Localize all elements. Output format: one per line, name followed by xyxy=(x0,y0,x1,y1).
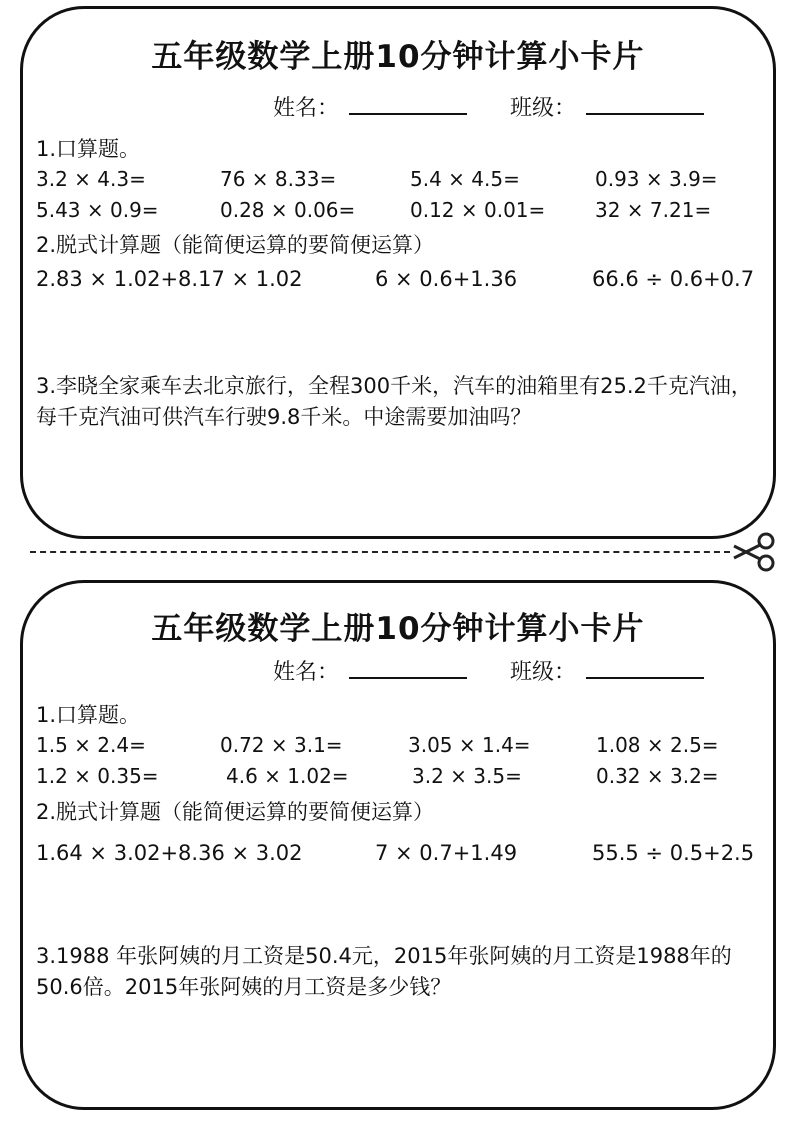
mental-item: 3.05 × 1.4= xyxy=(408,733,531,757)
scissors-icon xyxy=(732,531,778,573)
class-blank[interactable] xyxy=(586,93,704,115)
section-mental-title: 1.口算题。 xyxy=(36,703,141,727)
expression-item: 2.83 × 1.02+8.17 × 1.02 xyxy=(36,267,303,291)
name-label: 姓名： xyxy=(273,660,340,685)
mental-item: 0.28 × 0.06= xyxy=(220,198,356,222)
mental-item: 1.2 × 0.35= xyxy=(36,764,159,788)
word-problem: 3.1988 年张阿姨的月工资是50.4元，2015年张阿姨的月工资是1988年的50.6倍。2015年张阿姨的月工资是多少钱？ xyxy=(36,944,732,999)
mental-item: 3.2 × 4.3= xyxy=(36,167,146,191)
card-title: 五年级数学上册10分钟计算小卡片 xyxy=(151,39,645,75)
class-blank[interactable] xyxy=(586,657,704,679)
calculation-card-1 xyxy=(20,6,776,539)
expression-item: 6 × 0.6+1.36 xyxy=(375,267,518,291)
expression-item: 1.64 × 3.02+8.36 × 3.02 xyxy=(36,841,303,865)
name-blank[interactable] xyxy=(349,93,467,115)
section-stepwise-title: 2.脱式计算题（能简便运算的要简便运算） xyxy=(36,800,435,824)
class-field xyxy=(510,655,704,686)
expression-item: 7 × 0.7+1.49 xyxy=(375,841,518,865)
mental-item: 4.6 × 1.02= xyxy=(226,764,349,788)
word-problem: 3.李晓全家乘车去北京旅行，全程300千米，汽车的油箱里有25.2千克汽油，每千克汽油可供汽车行驶9.8千米。中途需要加油吗？ xyxy=(36,374,752,429)
section-stepwise-title: 2.脱式计算题（能简便运算的要简便运算） xyxy=(36,233,435,257)
calculation-card-2 xyxy=(20,580,776,1110)
name-field xyxy=(273,655,467,686)
name-field xyxy=(273,91,467,122)
mental-item: 3.2 × 3.5= xyxy=(412,764,522,788)
mental-item: 5.4 × 4.5= xyxy=(410,167,520,191)
mental-item: 0.12 × 0.01= xyxy=(410,198,546,222)
class-label: 班级： xyxy=(510,660,577,685)
mental-item: 0.72 × 3.1= xyxy=(220,733,343,757)
mental-item: 76 × 8.33= xyxy=(220,167,337,191)
name-blank[interactable] xyxy=(349,657,467,679)
mental-item: 32 × 7.21= xyxy=(595,198,712,222)
section-mental-title: 1.口算题。 xyxy=(36,137,141,161)
mental-item: 5.43 × 0.9= xyxy=(36,198,159,222)
class-field xyxy=(510,91,704,122)
class-label: 班级： xyxy=(510,96,577,121)
mental-item: 0.32 × 3.2= xyxy=(596,764,719,788)
cut-line xyxy=(30,551,730,553)
mental-item: 1.5 × 2.4= xyxy=(36,733,146,757)
mental-item: 1.08 × 2.5= xyxy=(596,733,719,757)
mental-item: 0.93 × 3.9= xyxy=(595,167,718,191)
expression-item: 66.6 ÷ 0.6+0.7 xyxy=(592,267,755,291)
name-label: 姓名： xyxy=(273,96,340,121)
card-title: 五年级数学上册10分钟计算小卡片 xyxy=(151,611,645,647)
expression-item: 55.5 ÷ 0.5+2.5 xyxy=(592,841,755,865)
